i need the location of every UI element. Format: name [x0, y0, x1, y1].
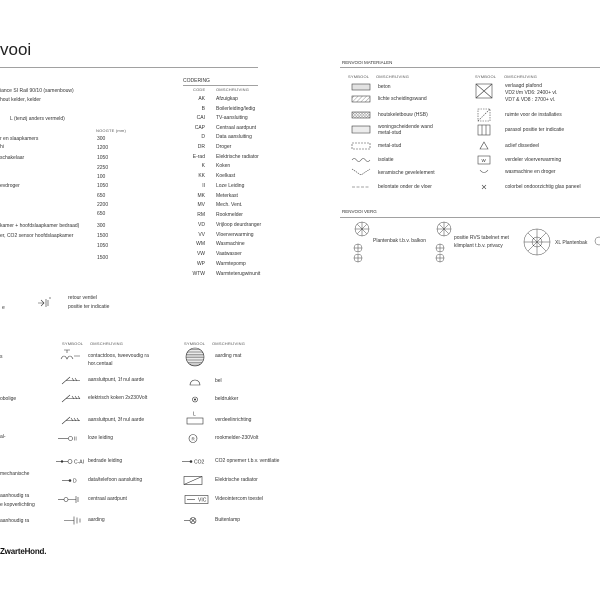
- code-label: II: [202, 183, 205, 189]
- electra-description: centraal aardpunt: [88, 496, 127, 502]
- code-description: Vrijloop deurdranger: [216, 222, 262, 228]
- code-label: B: [201, 106, 205, 112]
- material-description: parasol positie ter indicatie: [505, 127, 565, 133]
- height-value: 1050: [97, 155, 109, 161]
- return-vent-label: retour ventiel: [68, 295, 97, 301]
- height-value: 100: [97, 174, 106, 180]
- material-description: metal-stud: [378, 143, 402, 149]
- material-description: keramische gevelelement: [378, 170, 435, 176]
- party-wall-swatch: [352, 126, 370, 133]
- material-description: beton: [378, 84, 391, 90]
- electric-cooking-icon: [62, 395, 80, 402]
- connection-point-3f-icon: [62, 417, 80, 424]
- material-description: aclief dissedeel: [505, 143, 540, 149]
- timber-frame-swatch: [352, 112, 370, 118]
- code-description: Warmteterugwinunit: [216, 271, 261, 277]
- empty-conduit-code: II: [74, 436, 77, 443]
- concrete-swatch: [352, 84, 370, 90]
- materials-col-symbol-right: SYMBOOL: [475, 74, 497, 79]
- electra-description: bel: [215, 378, 222, 384]
- materials-title: RENVOOI MATERIALEN: [342, 60, 393, 65]
- electra-description: CO2 opnemer t.b.v. ventilatie: [215, 458, 280, 464]
- material-description: lichte scheidingswand: [378, 96, 427, 102]
- cut-label: e: [2, 305, 5, 311]
- code-description: Loze Leiding: [216, 183, 245, 189]
- electra-description: beldrukker: [215, 396, 239, 402]
- return-vent-icon: [38, 297, 50, 307]
- electra-description: hor.centaal: [88, 361, 113, 367]
- insulation-swatch: [352, 159, 370, 162]
- code-description: Boilerleiding/ledig: [216, 106, 256, 112]
- cut-label: aanhoudig ra: [0, 518, 30, 524]
- code-label: WTW: [192, 271, 205, 277]
- code-label: VD: [198, 222, 205, 228]
- codering-col-desc: OMSCHRIJVING: [216, 87, 250, 92]
- materials-col-symbol: SYMBOOL: [348, 74, 370, 79]
- xl-planter-icon: [524, 229, 550, 255]
- height-value: 1050: [97, 243, 109, 249]
- code-label: VV: [198, 232, 205, 238]
- material-description: woningscheidende wand: [378, 124, 433, 130]
- spec-line: iance SI Rail 90/10 (samenbouw): [0, 88, 74, 94]
- height-label: kamer + hoofdslaapkamer bedraad): [0, 223, 80, 229]
- bell-icon: [190, 380, 200, 385]
- material-description: metal-stud: [378, 130, 402, 136]
- co2-sensor-icon: [182, 461, 192, 463]
- code-label: VW: [196, 251, 205, 257]
- code-label: CAP: [194, 125, 205, 131]
- electra-description: Buitenlamp: [215, 517, 241, 523]
- return-vent-note: positie ter indicatie: [68, 304, 110, 310]
- data-outlet-icon: [62, 480, 71, 482]
- electra-description: aansluitpunt, 3f nul aarde: [88, 417, 145, 423]
- code-description: Afzuigkap: [216, 96, 238, 102]
- spec-line: hout kelder, kelder: [0, 97, 41, 103]
- height-value: 300: [97, 223, 106, 229]
- installation-space-icon: [478, 109, 490, 121]
- height-value: 1500: [97, 255, 109, 261]
- electra-col-desc-right: OMSCHRIJVING: [212, 341, 246, 346]
- code-label: K: [201, 163, 205, 169]
- code-label: DR: [197, 144, 205, 150]
- height-label: schakelaar: [0, 155, 25, 161]
- height-value: 1050: [97, 183, 109, 189]
- video-intercom-code: VIC: [198, 497, 207, 504]
- balcony-planter-icon: [354, 222, 369, 262]
- light-partition-swatch: [352, 96, 370, 102]
- electra-description: elektrisch koken 2x230Volt: [88, 395, 148, 401]
- electra-col-symbol: SYMBOOL: [62, 341, 84, 346]
- electric-radiator-icon: [184, 477, 202, 485]
- code-description: Vloerverwarming: [216, 232, 254, 238]
- page-title: vooi: [0, 40, 32, 59]
- height-header: NOOGTE (mm): [96, 128, 126, 133]
- height-value: 1500: [97, 233, 109, 239]
- code-label: MV: [197, 202, 205, 208]
- cut-label: e kopverlichting: [0, 502, 35, 508]
- material-description: colorbel ondoorzichtig glas paneel: [505, 184, 581, 190]
- code-description: Rookmelder: [216, 212, 243, 218]
- lowered-ceiling-icon: [476, 84, 492, 98]
- material-description: VD7 & VD8 : 2700+ vl.: [505, 97, 556, 103]
- height-value: 650: [97, 193, 106, 199]
- electra-description: Elektrische radiator: [215, 477, 258, 483]
- height-label: er, CO2 sensor hoofdslaapkamer: [0, 233, 74, 239]
- material-description: ruimte voor de installaties: [505, 112, 562, 118]
- material-description: isolatie: [378, 157, 394, 163]
- height-label: evdroger: [0, 183, 20, 189]
- code-label: RM: [197, 212, 205, 218]
- height-label: r en slaapkamers: [0, 136, 39, 142]
- code-label: KK: [198, 173, 205, 179]
- code-description: Koelkast: [216, 173, 236, 179]
- co2-sensor-code: CO2: [194, 459, 205, 466]
- distribution-board-code: L: [193, 411, 196, 418]
- code-description: Koken: [216, 163, 231, 169]
- cut-label: obolige: [0, 396, 17, 402]
- code-description: Warmtepomp: [216, 261, 246, 267]
- code-label: WP: [196, 261, 205, 267]
- greenery-title: RENVOOI VERG: [342, 209, 377, 214]
- electra-description: rookmelder-230Volt: [215, 435, 259, 441]
- height-value: 2200: [97, 202, 109, 208]
- connection-point-1f-icon: [62, 377, 80, 384]
- electra-description: aarding: [88, 517, 105, 523]
- earthing-mat-icon: [186, 348, 204, 366]
- climbing-plant-net-icon: [436, 222, 451, 262]
- earthing-icon: [64, 517, 80, 525]
- electra-col-desc: OMSCHRIJVING: [90, 341, 124, 346]
- electra-col-symbol-right: SYMBOOL: [184, 341, 206, 346]
- code-description: Mech. Vent.: [216, 202, 243, 208]
- cut-label: s: [0, 354, 3, 360]
- ceramic-facade-swatch: [352, 169, 370, 175]
- greenery-description: Plantenbak t.b.v. balkon: [373, 238, 426, 244]
- codering-title: CODERING: [183, 78, 210, 84]
- electra-description: loze leiding: [88, 435, 114, 441]
- code-description: Meterkast: [216, 193, 238, 199]
- material-description: verdeler vloerverwarming: [505, 157, 562, 163]
- data-outlet-code: D: [73, 478, 77, 485]
- electra-description: data/telefoon aansluiting: [88, 477, 143, 483]
- metal-stud-swatch: [352, 143, 370, 149]
- wired-conduit-code: C-AI: [74, 459, 84, 466]
- electra-description: aarding mat: [215, 353, 242, 359]
- material-description: wasmachine en droger: [505, 169, 556, 175]
- outdoor-lamp-icon: [184, 518, 196, 524]
- cut-label: al-: [0, 434, 6, 440]
- double-socket-icon: [61, 350, 80, 359]
- code-description: Centraal aardpunt: [216, 125, 257, 131]
- code-label: MK: [197, 193, 205, 199]
- code-description: TV-aansluiting: [216, 115, 248, 121]
- height-value: 300: [97, 136, 106, 142]
- greenery-description: XL Plantenbak: [555, 240, 588, 246]
- electra-description: Videointercom toestel: [215, 496, 263, 502]
- distribution-board-icon: [187, 418, 203, 424]
- floor-heating-manifold-code: W: [481, 158, 486, 164]
- material-description: verlaagd plafond: [505, 83, 542, 89]
- code-label: E-rad: [192, 154, 205, 160]
- opaque-glass-panel-icon: [482, 185, 486, 189]
- wired-conduit-icon: [56, 460, 72, 464]
- code-description: Data aansluiting: [216, 134, 252, 140]
- materials-col-desc: OMSCHRIJVING: [376, 74, 410, 79]
- material-description: belontate onder de vloer: [378, 184, 432, 190]
- planter-icon-cropped: [595, 237, 600, 245]
- code-description: Elektrische radiator: [216, 154, 259, 160]
- empty-conduit-icon: [58, 437, 73, 441]
- code-description: Wasmachine: [216, 241, 245, 247]
- greenery-description: klimplant t.b.v. privacy: [454, 243, 503, 249]
- codering-col-code: CODE: [193, 87, 206, 92]
- company-logo: ZwarteHond.: [0, 547, 47, 556]
- height-value: 650: [97, 211, 106, 217]
- electra-description: bedrade leiding: [88, 458, 123, 464]
- washer-dryer-icon: [480, 170, 488, 173]
- height-value: 2250: [97, 165, 109, 171]
- electra-description: contactdoos, tweevoudig ra: [88, 353, 149, 359]
- code-description: Vaatwasser: [216, 251, 242, 257]
- central-earth-point-icon: [58, 496, 78, 503]
- height-value: 1200: [97, 145, 109, 151]
- smoke-detector-code: R: [191, 436, 195, 442]
- code-label: D: [201, 134, 205, 140]
- cut-label: mechanische: [0, 471, 30, 477]
- parasol-icon: [478, 125, 490, 135]
- bell-push-icon: [193, 397, 198, 402]
- materials-col-desc-right: OMSCHRIJVING: [504, 74, 538, 79]
- code-label: WM: [196, 241, 205, 247]
- electra-description: aansluitpunt, 1f nul aarde: [88, 377, 145, 383]
- material-description: houtskeletbouw (HSB): [378, 112, 428, 118]
- spec-line: L (tenzij anders vermeld): [10, 116, 65, 122]
- active-roof-panel-icon: [480, 142, 488, 149]
- code-label: CAI: [196, 115, 205, 121]
- height-label: hi: [0, 144, 4, 150]
- code-description: Droger: [216, 144, 232, 150]
- electra-description: verdeelinrichting: [215, 417, 252, 423]
- cut-label: aanhoudig ra: [0, 493, 30, 499]
- greenery-description: positie RVS tabelnet met: [454, 235, 509, 241]
- code-label: AK: [198, 96, 205, 102]
- material-description: VD2 t/m VD6: 2400+ vl.: [505, 90, 558, 96]
